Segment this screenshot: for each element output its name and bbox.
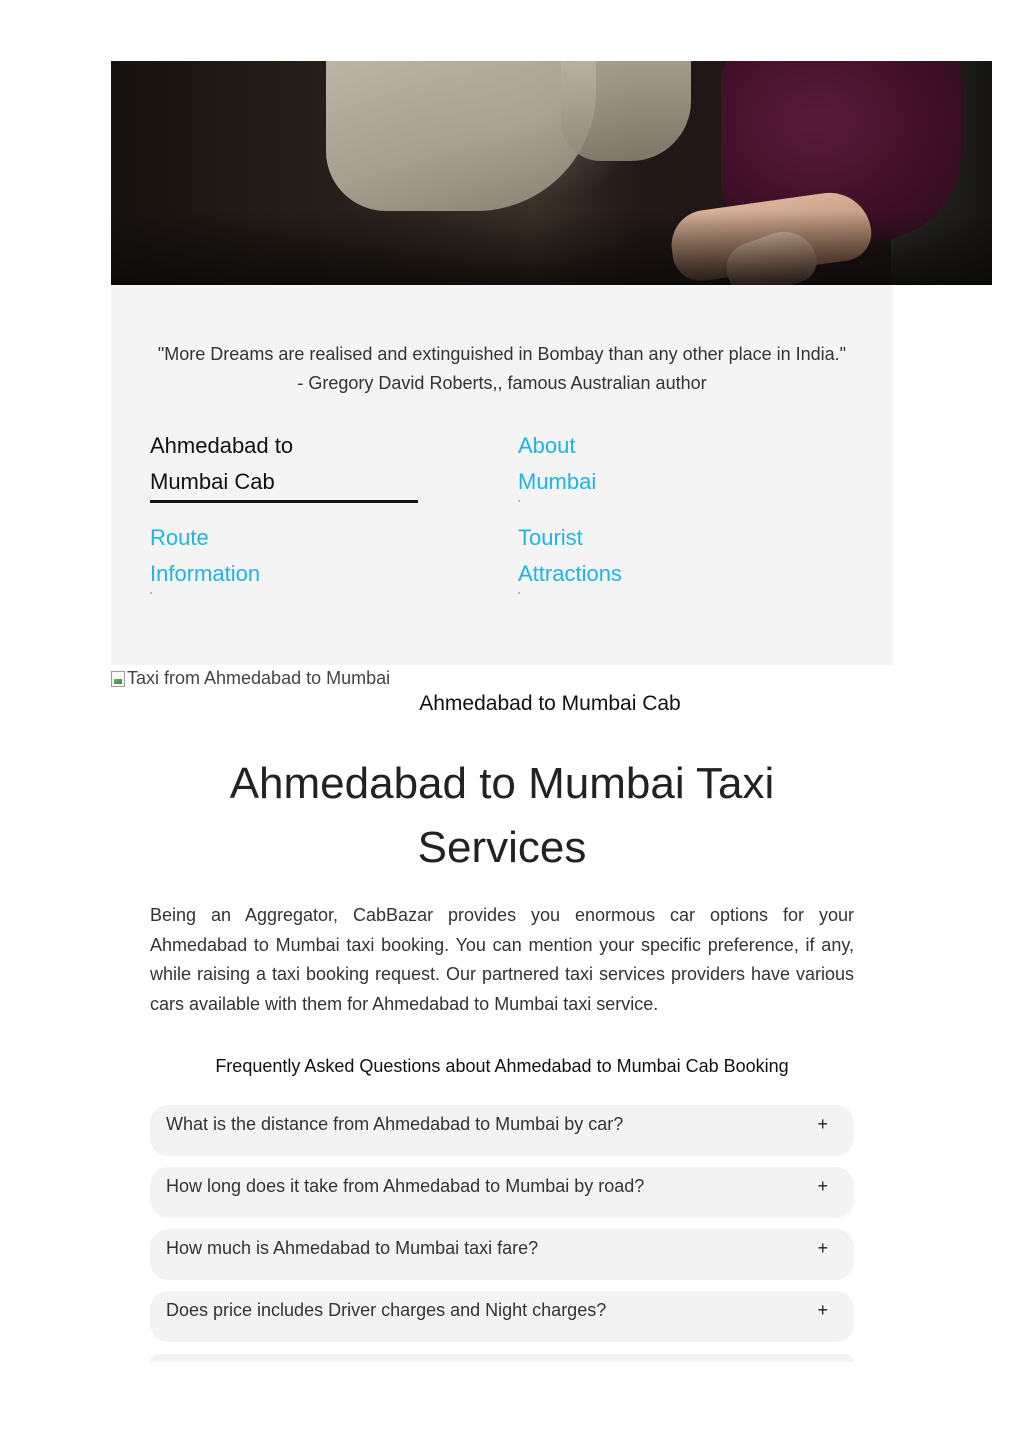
tab-route-information[interactable] bbox=[150, 520, 260, 592]
page-title-line1: Ahmedabad to Mumbai Taxi bbox=[229, 759, 775, 808]
expand-plus-icon[interactable]: + bbox=[817, 1238, 828, 1258]
hero-image bbox=[111, 61, 992, 285]
tab-divider-dot bbox=[150, 592, 152, 594]
tab-divider-dot bbox=[518, 592, 520, 594]
quote-attribution: - Gregory David Roberts,, famous Australian author bbox=[297, 373, 707, 393]
main-image-broken bbox=[111, 668, 390, 689]
faq-question: How long does it take from Ahmedabad to Mumbai by road? bbox=[166, 1176, 645, 1196]
tab-label-line2: Mumbai bbox=[518, 469, 597, 494]
tab-tourist-attractions[interactable] bbox=[518, 520, 622, 592]
faq-item[interactable] bbox=[150, 1291, 854, 1342]
tab-label-line2: Mumbai Cab bbox=[150, 469, 275, 494]
faq-item[interactable] bbox=[150, 1167, 854, 1218]
faq-heading: Frequently Asked Questions about Ahmedabad to Mumbai Cab Booking bbox=[215, 1056, 789, 1076]
tab-divider-dot bbox=[518, 500, 520, 502]
faq-item-partial[interactable] bbox=[150, 1354, 854, 1362]
page-title bbox=[150, 752, 854, 880]
tab-label-line1: Tourist bbox=[518, 525, 583, 550]
expand-plus-icon[interactable]: + bbox=[817, 1300, 828, 1320]
main-image-alt-text: Taxi from Ahmedabad to Mumbai bbox=[127, 668, 391, 688]
intro-paragraph: Being an Aggregator, CabBazar provides you enormous car options for your Ahmedabad to Mumbai taxi booking. You can mention your specific preference, if any, while raising a taxi booking request. Our partnered taxi services providers have various cars available with them for Ahmedabad to Mumbai taxi service. bbox=[150, 905, 854, 1014]
faq-question: What is the distance from Ahmedabad to Mumbai by car? bbox=[166, 1114, 624, 1134]
main-image-caption: Ahmedabad to Mumbai Cab bbox=[419, 692, 681, 715]
quote-text: "More Dreams are realised and extinguished in Bombay than any other place in India." bbox=[157, 344, 847, 364]
quote-block bbox=[140, 340, 864, 398]
faq-item[interactable] bbox=[150, 1229, 854, 1280]
tab-label-line1: About bbox=[518, 433, 576, 458]
tab-label-line2: Attractions bbox=[518, 561, 622, 586]
tab-label-line1: Ahmedabad to bbox=[150, 433, 294, 458]
faq-item[interactable] bbox=[150, 1105, 854, 1156]
tab-ahmedabad-to-mumbai-cab[interactable] bbox=[150, 428, 293, 500]
expand-plus-icon[interactable]: + bbox=[817, 1114, 828, 1134]
broken-image-icon bbox=[111, 671, 125, 687]
page-title-line2: Services bbox=[417, 823, 587, 872]
active-tab-underline bbox=[150, 500, 418, 503]
faq-question: Does price includes Driver charges and Night charges? bbox=[166, 1300, 607, 1320]
expand-plus-icon[interactable]: + bbox=[817, 1176, 828, 1196]
faq-question: How much is Ahmedabad to Mumbai taxi fare? bbox=[166, 1238, 539, 1258]
tab-label-line2: Information bbox=[150, 561, 261, 586]
tab-about-mumbai[interactable] bbox=[518, 428, 596, 500]
tab-label-line1: Route bbox=[150, 525, 209, 550]
